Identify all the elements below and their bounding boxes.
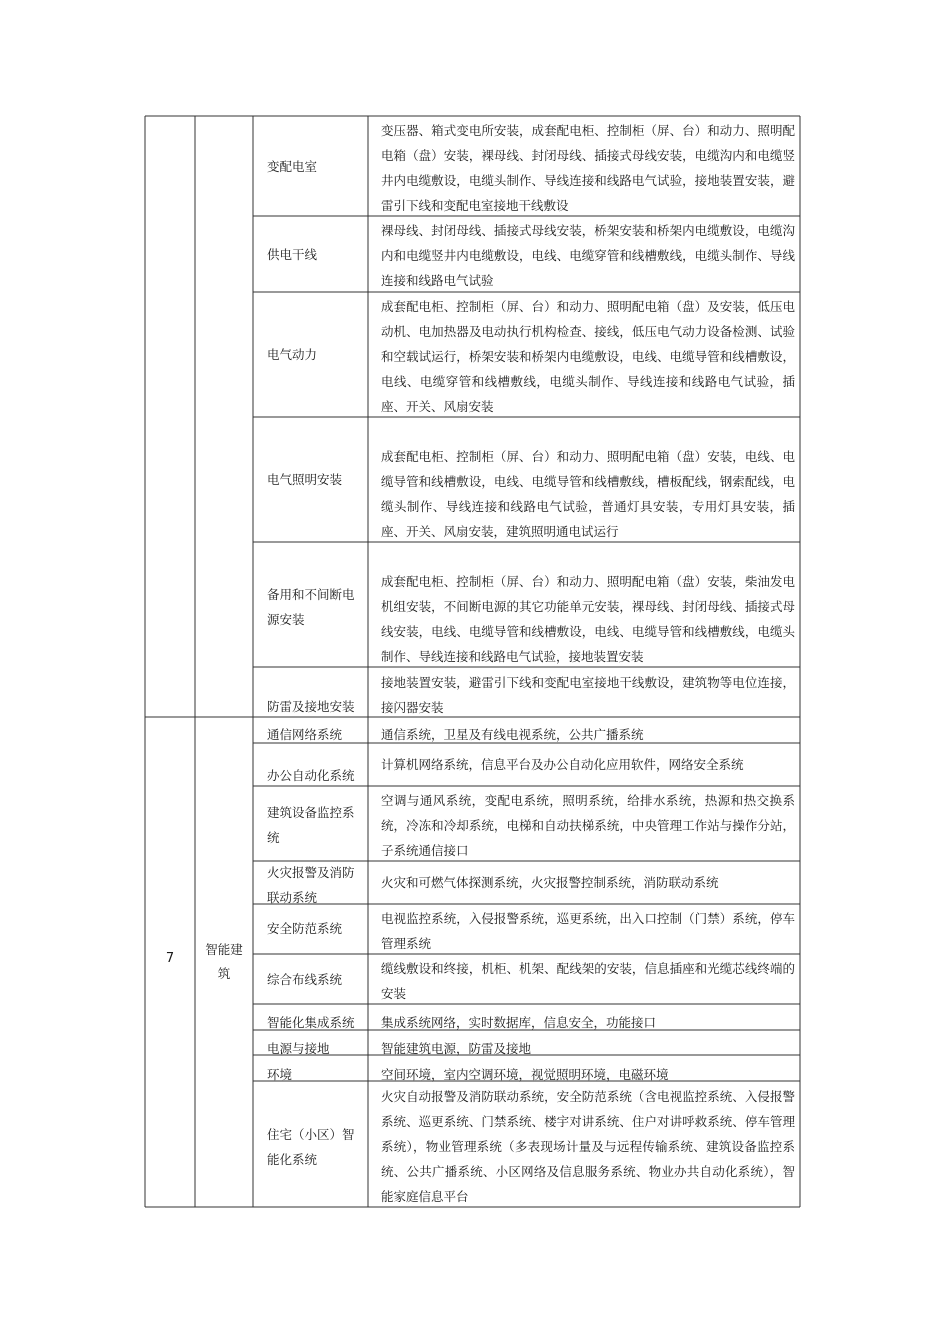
row-content-integration: 集成系统网络，实时数据库，信息安全，功能接口 xyxy=(381,1015,657,1030)
row-content-communication: 通信系统，卫星及有线电视系统，公共广播系统 xyxy=(381,727,644,742)
row-content-lightning: 接地装置安装，避雷引下线和变配电室接地干线敷设，建筑物等电位连接，接闪器安装 xyxy=(381,675,795,715)
row-content-residential: 火灾自动报警及消防联动系统，安全防范系统（含电视监控系统、入侵报警系统、巡更系统、门禁系统、楼宇对讲系统、住户对讲呼救系统、停车管理系统），物业管理系统（多表现场计量及与远程传输系统、建筑设备监控系统、公共广播系统、小区网络及信息服务系统、物业办共自动化系统），智能家庭信息平台 xyxy=(381,1089,795,1204)
row-name-communication: 通信网络系统 xyxy=(267,727,343,742)
row-name-security: 安全防范系统 xyxy=(267,921,343,936)
group-7-number: 7 xyxy=(165,951,175,966)
row-name-electrical-power: 电气动力 xyxy=(267,347,318,362)
row-name-environment: 环境 xyxy=(267,1067,293,1082)
row-name-integration: 智能化集成系统 xyxy=(267,1015,355,1030)
row-content-lighting: 成套配电柜、控制柜（屏、台）和动力、照明配电箱（盘）安装，电线、电缆导管和线槽敷设，电线、电缆导管和线槽敷线，槽板配线，钢索配线，电缆头制作、导线连接和线路电气试验，普通灯具安装，专用灯具安装，插座、开关、风扇安装，建筑照明通电试运行 xyxy=(381,449,795,539)
row-content-fire-alarm: 火灾和可燃气体探测系统，火灾报警控制系统，消防联动系统 xyxy=(381,875,719,890)
row-content-security: 电视监控系统，入侵报警系统，巡更系统，出入口控制（门禁）系统，停车管理系统 xyxy=(381,911,795,951)
row-content-cabling: 缆线敷设和终接，机柜、机架、配线架的安装，信息插座和光缆芯线终端的安装 xyxy=(381,961,795,1001)
row-name-fire-alarm: 火灾报警及消防联动系统 xyxy=(267,865,355,905)
row-name-power-grounding: 电源与接地 xyxy=(267,1041,330,1056)
group-7-category: 智能建筑 xyxy=(205,942,243,981)
row-content-power-grounding: 智能建筑电源，防雷及接地 xyxy=(381,1041,532,1056)
row-content-backup-power: 成套配电柜、控制柜（屏、台）和动力、照明配电箱（盘）安装，柴油发电机组安装，不间断电源的其它功能单元安装，裸母线、封闭母线、插接式母线安装，电线、电缆导管和线槽敷设，电线、电缆导管和线槽敷线，电缆头制作、导线连接和线路电气试验，接地装置安装 xyxy=(381,574,795,664)
row-name-substation: 变配电室 xyxy=(267,159,318,174)
row-name-backup-power: 备用和不间断电源安装 xyxy=(267,587,355,627)
row-name-cabling: 综合布线系统 xyxy=(267,972,343,987)
row-name-lightning: 防雷及接地安装 xyxy=(267,699,355,714)
row-content-substation: 变压器、箱式变电所安装，成套配电柜、控制柜（屏、台）和动力、照明配电箱（盘）安装，裸母线、封闭母线、插接式母线安装，电缆沟内和电缆竖井内电缆敷设，电缆头制作、导线连接和线路电气试验，接地装置安装，避雷引下线和变配电室接地干线敷设 xyxy=(381,123,795,213)
row-content-building-monitoring: 空调与通风系统，变配电系统，照明系统，给排水系统，热源和热交换系统，冷冻和冷却系统，电梯和自动扶梯系统，中央管理工作站与操作分站，子系统通信接口 xyxy=(381,793,795,858)
row-name-main-supply: 供电干线 xyxy=(267,247,318,262)
row-content-electrical-power: 成套配电柜、控制柜（屏、台）和动力、照明配电箱（盘）及安装，低压电动机、电加热器及电动执行机构检查、接线，低压电气动力设备检测、试验和空载试运行，桥架安装和桥架内电缆敷设，电线、电缆导管和线槽敷设，电线、电缆穿管和线槽敷线，电缆头制作、导线连接和线路电气试验，插座、开关、风扇安装 xyxy=(381,299,795,414)
row-name-residential: 住宅（小区）智能化系统 xyxy=(267,1127,355,1167)
row-name-office-automation: 办公自动化系统 xyxy=(267,768,355,783)
row-name-lighting: 电气照明安装 xyxy=(267,472,343,487)
row-content-office-automation: 计算机网络系统，信息平台及办公自动化应用软件，网络安全系统 xyxy=(381,757,744,772)
row-content-main-supply: 裸母线、封闭母线、插接式母线安装，桥架安装和桥架内电缆敷设，电缆沟内和电缆竖井内电缆敷设，电线、电缆穿管和线槽敷线，电缆头制作、导线连接和线路电气试验 xyxy=(381,223,795,288)
row-name-building-monitoring: 建筑设备监控系统 xyxy=(267,805,355,845)
row-content-environment: 空间环境，室内空调环境，视觉照明环境，电磁环境 xyxy=(381,1067,669,1082)
